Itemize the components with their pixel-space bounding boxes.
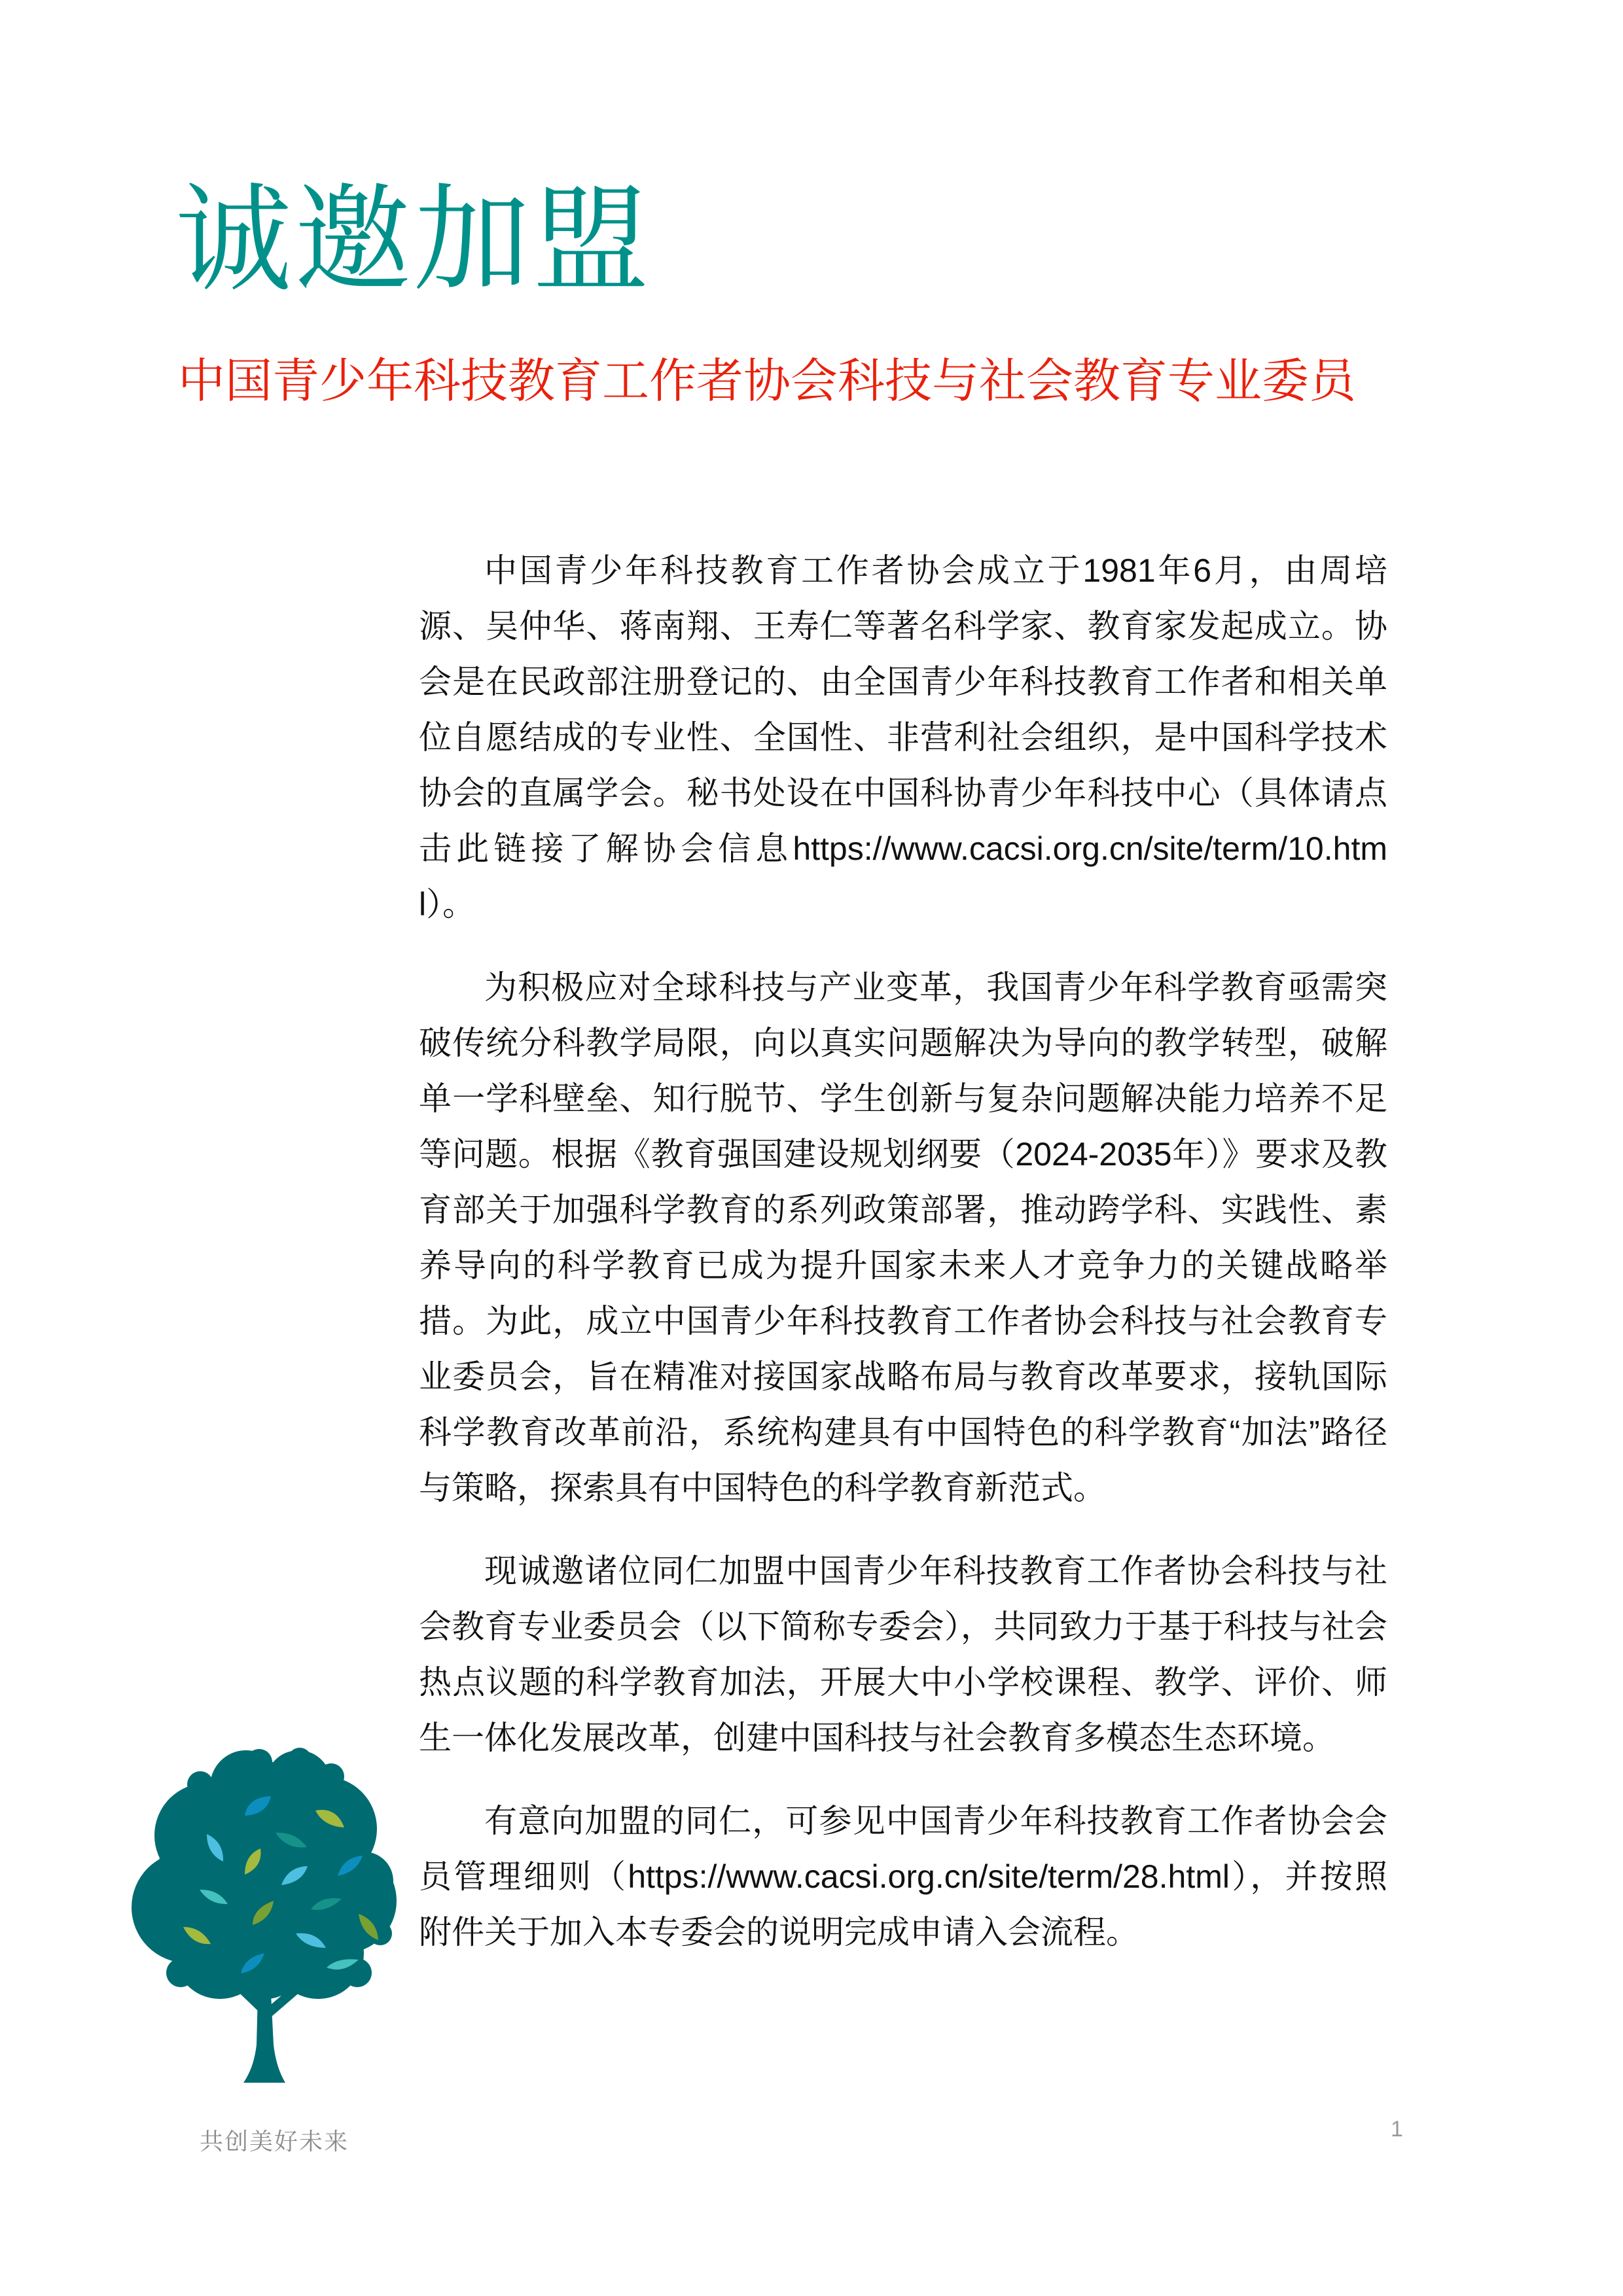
paragraph-background: 为积极应对全球科技与产业变革，我国青少年科学教育亟需突破传统分科教学局限，向以真实问题解决为导向的教学转型，破解单一学科壁垒、知行脱节、学生创新与复杂问题解决能力培养不足等问题。根据《教育强国建设规划纲要（2024-2035年）》要求及教育部关于加强科学教育的系列政策部署，推动跨学科、实践性、素养导向的科学教育已成为提升国家未来人才竞争力的关键战略举措。为此，成立中国青少年科技教育工作者协会科技与社会教育专业委员会，旨在精准对接国家战略布局与教育改革要求，接轨国际科学教育改革前沿，系统构建具有中国特色的科学教育“加法”路径与策略，探索具有中国特色的科学教育新范式。 <box>419 969 1387 1506</box>
page-number: 1 <box>1391 2117 1403 2142</box>
paragraph-how-to-join: 有意向加盟的同仁，可参见中国青少年科技教育工作者协会会员管理细则（https://www.cacsi.org.cn/site/term/28.html），并按照附件关于加入本专委会的说明完成申请入会流程。 <box>419 1803 1387 1951</box>
page-title: 诚邀加盟 <box>175 175 652 305</box>
tree-icon <box>128 1737 403 2087</box>
paragraph-invitation: 现诚邀诸位同仁加盟中国青少年科技教育工作者协会科技与社会教育专业委员会（以下简称专委会），共同致力于基于科技与社会热点议题的科学教育加法，开展大中小学校课程、教学、评价、师生一体化发展改革，创建中国科技与社会教育多模态生态环境。 <box>419 1553 1387 1756</box>
page-subtitle: 中国青少年科技教育工作者协会科技与社会教育专业委员 <box>178 355 1357 408</box>
body-text <box>419 543 1387 1960</box>
footer-slogan: 共创美好未来 <box>200 2128 349 2155</box>
paragraph-association-intro: 中国青少年科技教育工作者协会成立于1981年6月，由周培源、吴仲华、蒋南翔、王寿仁等著名科学家、教育家发起成立。协会是在民政部注册登记的、由全国青少年科技教育工作者和相关单位自愿结成的专业性、全国性、非营利社会组织，是中国科学技术协会的直属学会。秘书处设在中国科协青少年科技中心（具体请点击此链接了解协会信息https://www.cacsi.org.cn/site/term/10.html）。 <box>419 552 1387 923</box>
